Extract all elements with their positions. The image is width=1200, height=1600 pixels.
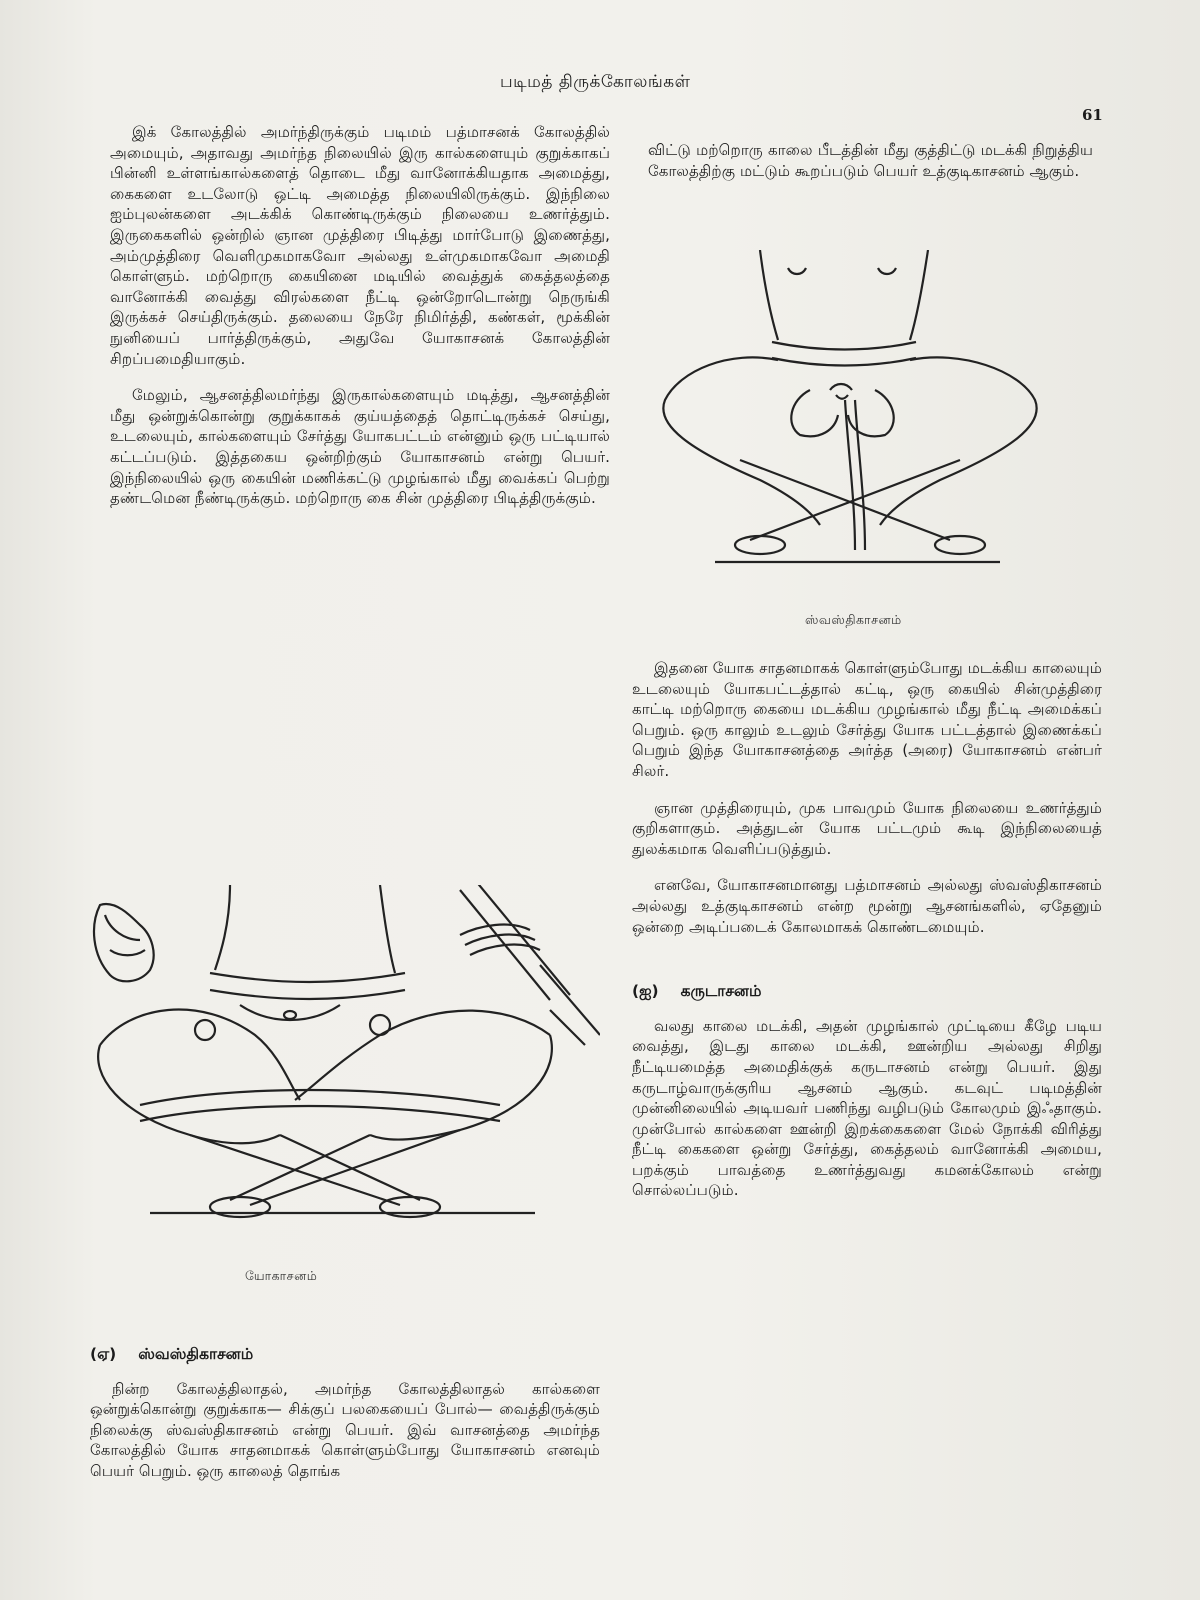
left-paragraph-3: நின்ற கோலத்திலாதல், அமர்ந்த கோலத்திலாதல் கால்களை ஒன்றுக்கொன்று குறுக்காக— சிக்குப் பலகையைப் போல்— வைத்திருக்கும் நிலைக்கு ஸ்வஸ்திகாசனம் என்று பெயர். இவ் வாசனத்தை அமர்ந்த கோலத்தில் யோக சாதனமாகக் கொள்ளும்போது யோகாசனம் எனவும் பெயர் பெறும். ஒரு காலைத் தொங்க xyxy=(90,1379,600,1480)
left-paragraph-2: மேலும், ஆசனத்திலமர்ந்து இருகால்களையும் மடித்து, ஆசனத்தின் மீது ஒன்றுக்கொன்று குறுக்காகக் குய்யத்தைத் தொட்டிருக்கச் செய்து, உடலையும், கால்களையும் சேர்த்து யோகபட்டம் என்னும் ஒரு பட்டியால் கட்டப்படும். இத்தகைய ஒன்றிற்கும் யோகாசனம் என்று பெயர். இந்நிலையில் ஒரு கையின் மணிக்கட்டு முழங்கால் மீது வைக்கப் பெற்று தண்டமென நீண்டிருக்கும். மற்றொரு கை சின் முத்திரை பிடித்திருக்கும். xyxy=(110,386,610,508)
section-marker-e: (ஏ) xyxy=(90,1345,117,1363)
section-title-swastikasana: ஸ்வஸ்திகாசனம் xyxy=(138,1345,254,1363)
right-paragraph-5: வலது காலை மடக்கி, அதன் முழங்கால் முட்டியை கீழே படிய வைத்து, இடது காலை மடக்கி, ஊன்றிய அல்லது சிறிது நீட்டியமைத்த அமைதிக்குக் கருடாசனம் என்று பெயர். இது கருடாழ்வாருக்குரிய ஆசனம் ஆகும். கடவுட் படிமத்தின் முன்னிலையில் அடியவர் பணிந்து வழிபடும் கோலமும் இஃதாகும். முன்போல் கால்களை ஊன்றி இறக்கைகளை மேல் நோக்கி விரித்து நீட்டி கைகளை ஒன்று சேர்த்து, கைத்தலம் வானோக்கி அமைய, பறக்கும் பாவத்தை உணர்த்துவது கமனக்கோலம் என்று சொல்லப்படும். xyxy=(632,1016,1102,1200)
swastikasana-section xyxy=(90,1330,600,1498)
right-paragraph-2: இதனை யோக சாதனமாகக் கொள்ளும்போது மடக்கிய காலையும் உடலையும் யோகபட்டத்தால் கட்டி, ஒரு கையில் சின்முத்திரை காட்டி மற்றொரு கையை மடக்கிய முழங்கால் மீது நீட்டி அமைக்கப் பெறும். ஒரு காலும் உடலும் சேர்த்து யோக பட்டத்தால் இணைக்கப் பெறும் இந்த யோகாசனத்தை அர்த்த (அரை) யோகாசனம் என்பர் சிலர். xyxy=(632,659,1102,780)
swastikasana-caption: ஸ்வஸ்திகாசனம் xyxy=(805,612,902,627)
running-title: படிமத் திருக்கோலங்கள் xyxy=(500,72,691,92)
swastikasana-illustration xyxy=(660,250,1060,580)
garudasana-heading xyxy=(632,981,1102,1002)
left-column xyxy=(110,122,610,525)
section-marker-ai: (ஐ) xyxy=(632,982,659,1001)
section-title-garudasana: கருடாசனம் xyxy=(680,982,762,1001)
swastikasana-heading xyxy=(90,1344,600,1365)
right-column-top xyxy=(648,140,1093,197)
yogasana-caption: யோகாசனம் xyxy=(245,1268,318,1283)
right-column-bottom xyxy=(632,658,1102,1217)
page-number: 61 xyxy=(1082,106,1103,124)
right-paragraph-3: ஞான முத்திரையும், முக பாவமும் யோக நிலையை உணர்த்தும் குறிகளாகும். அத்துடன் யோக பட்டமும் கூடி இந்நிலையைத் துலக்கமாக வெளிப்படுத்தும். xyxy=(632,798,1102,858)
right-paragraph-4: எனவே, யோகாசனமானது பத்மாசனம் அல்லது ஸ்வஸ்திகாசனம் அல்லது உத்குடிகாசனம் என்ற மூன்று ஆசனங்களில், ஏதேனும் ஒன்றை அடிப்படைக் கோலமாகக் கொண்டமையும். xyxy=(632,876,1102,936)
yogasana-illustration xyxy=(80,885,600,1230)
right-paragraph-1: விட்டு மற்றொரு காலை பீடத்தின் மீது குத்திட்டு மடக்கி நிறுத்திய கோலத்திற்கு மட்டும் கூறப்படும் பெயர் உத்குடிகாசனம் ஆகும். xyxy=(648,141,1093,180)
left-paragraph-1: இக் கோலத்தில் அமர்ந்திருக்கும் படிமம் பத்மாசனக் கோலத்தில் அமையும், அதாவது அமர்ந்த நிலையில் இரு கால்களையும் குறுக்காகப் பின்னி உள்ளங்கால்களைத் தொடை மீது வானோக்கியதாக அமைத்து, கைகளை உடலோடு ஒட்டி அமைத்த நிலையிலிருக்கும். இந்நிலை ஐம்புலன்களை அடக்கிக் கொண்டிருக்கும் நிலையை உணர்த்தும். இருகைகளில் ஒன்றில் ஞான முத்திரை பிடித்து மார்போடு இணைத்து, அம்முத்திரை வெளிமுகமாகவோ அல்லது உள்முகமாகவோ அமைதி கொள்ளும். மற்றொரு கையினை மடியில் வைத்துக் கைத்தலத்தை வானோக்கி வைத்து விரல்களை நீட்டி ஒன்றோடொன்று நெருங்கி இருக்கச் செய்திருக்கும். தலையை நேரே நிமிர்த்தி, கண்கள், மூக்கின் நுனியைப் பார்த்திருக்கும், அதுவே யோகாசனக் கோலத்தின் சிறப்பமைதியாகும். xyxy=(110,123,610,368)
